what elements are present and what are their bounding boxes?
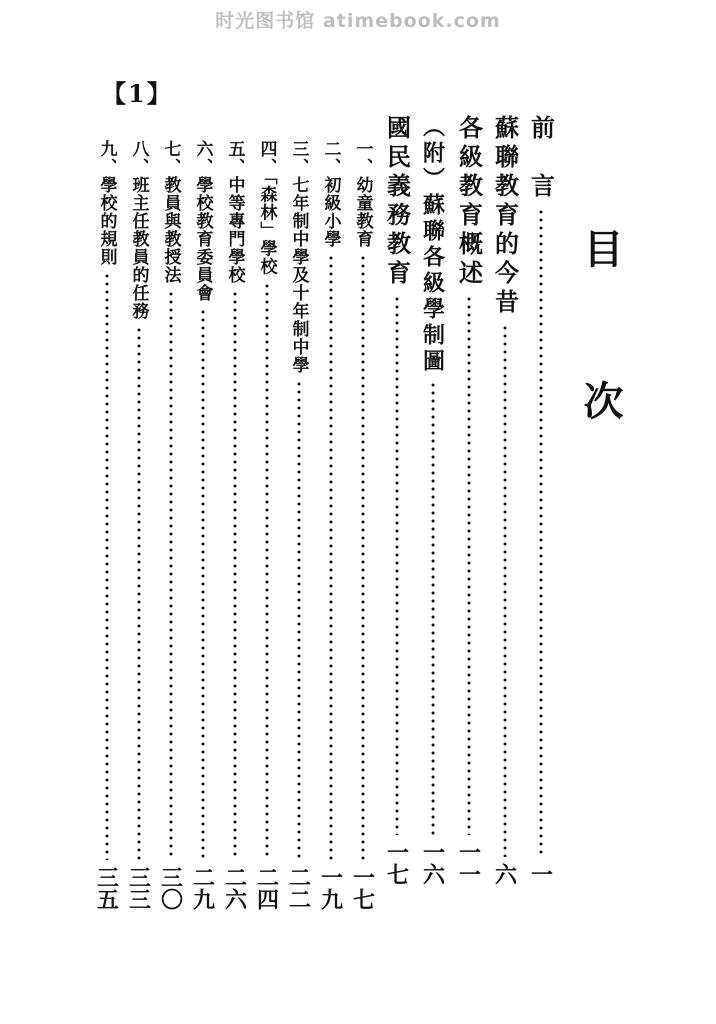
leader-dots bbox=[137, 326, 141, 860]
page-number: 【1】 bbox=[102, 79, 173, 108]
leader-dots bbox=[395, 295, 399, 835]
entry-title: 蘇聯教育的今昔 bbox=[490, 115, 520, 318]
entry-title: 七、教員與教授法 bbox=[160, 140, 181, 284]
entry-title: 二、初級小學 bbox=[320, 140, 341, 248]
leader-dots bbox=[467, 295, 471, 835]
entry-title: 三、七年制中學及十年制中學 bbox=[288, 140, 309, 374]
entry-page: 一九 bbox=[317, 866, 344, 910]
entry-page: 一七 bbox=[383, 841, 410, 885]
entry-page: 三三 bbox=[125, 866, 152, 910]
entry-page: 二九 bbox=[189, 866, 216, 910]
entry-title: （附）蘇聯各級學制圖 bbox=[419, 115, 446, 375]
toc-entry-technical-schools[interactable] bbox=[218, 140, 252, 910]
toc-entry-preface[interactable] bbox=[524, 115, 558, 885]
toc-entry-appendix-school-system-chart[interactable] bbox=[416, 115, 450, 885]
leader-dots bbox=[105, 272, 109, 860]
entry-title: 五、中等專門學校 bbox=[224, 140, 245, 284]
toc-entry-soviet-education-past-present[interactable] bbox=[488, 115, 522, 885]
watermark: 时光图书馆 atimebook.com bbox=[215, 10, 501, 32]
entry-title: 一、幼童教育 bbox=[352, 140, 373, 248]
entry-page: 二四 bbox=[253, 866, 280, 910]
entry-page: 三〇 bbox=[157, 866, 184, 910]
entry-page: 六 bbox=[491, 863, 518, 885]
toc-entry-primary-school[interactable] bbox=[314, 140, 348, 910]
toc-entry-compulsory-education[interactable] bbox=[380, 115, 414, 885]
entry-page: 二六 bbox=[221, 866, 248, 910]
leader-dots bbox=[201, 308, 205, 860]
leader-dots bbox=[297, 380, 301, 860]
toc-entry-class-teacher-duties[interactable] bbox=[122, 140, 156, 910]
entry-page: 一 bbox=[527, 863, 554, 885]
entry-page: 三五 bbox=[93, 866, 120, 910]
entry-title: 前 言 bbox=[526, 115, 556, 202]
toc-entry-school-committee[interactable] bbox=[186, 140, 220, 910]
leader-dots bbox=[233, 290, 237, 860]
entry-title: 六、學校教育委員會 bbox=[192, 140, 213, 302]
leader-dots bbox=[503, 324, 507, 857]
entry-title: 九、學校的規則 bbox=[96, 140, 117, 266]
entry-title: 國民義務教育 bbox=[382, 115, 412, 289]
toc-title-char-1: 目 bbox=[577, 228, 624, 268]
toc-entry-education-levels-overview[interactable] bbox=[452, 115, 486, 885]
toc-entry-seven-ten-year-schools[interactable] bbox=[282, 140, 316, 910]
toc-entry-school-rules[interactable] bbox=[90, 140, 124, 910]
leader-dots bbox=[169, 290, 173, 860]
entry-page: 二二 bbox=[285, 866, 312, 910]
entry-page: 一六 bbox=[419, 841, 446, 885]
entry-title: 各級教育概述 bbox=[454, 115, 484, 289]
entry-title: 八、班主任教員的任務 bbox=[128, 140, 149, 320]
leader-dots bbox=[265, 282, 269, 861]
toc-entry-early-childhood[interactable] bbox=[346, 140, 380, 910]
leader-dots bbox=[329, 254, 333, 860]
toc-entry-teachers-methods[interactable] bbox=[154, 140, 188, 910]
leader-dots bbox=[361, 254, 365, 860]
entry-page: 一一 bbox=[455, 841, 482, 885]
leader-dots bbox=[539, 208, 543, 857]
entry-title: 四、「森林」學校 bbox=[256, 140, 277, 276]
leader-dots bbox=[431, 381, 435, 835]
toc-title-char-2: 次 bbox=[577, 380, 624, 420]
entry-page: 一七 bbox=[349, 866, 376, 910]
toc-entry-forest-schools[interactable] bbox=[250, 140, 284, 910]
